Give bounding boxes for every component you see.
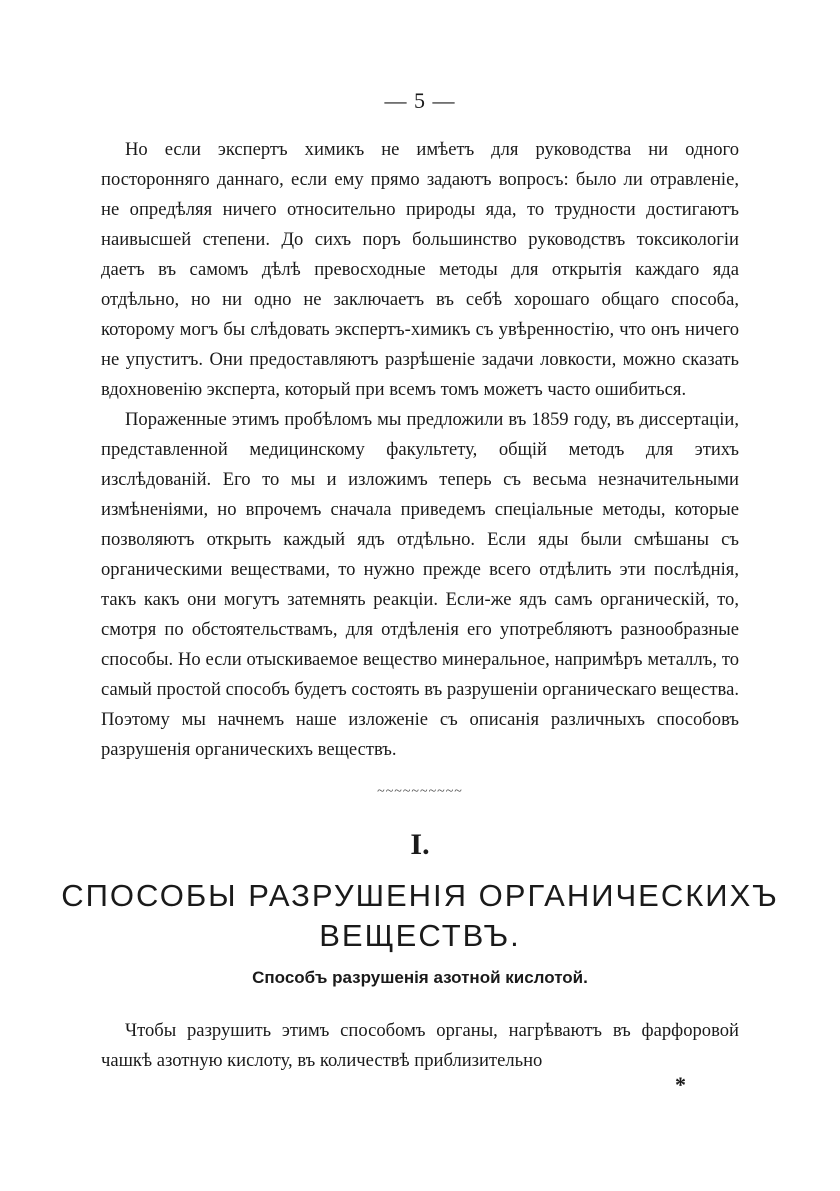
chapter-title: СПОСОБЫ РАЗРУШЕНІЯ ОРГАНИЧЕСКИХЪ ВЕЩЕСТВЪ. <box>61 878 779 953</box>
paragraph-2: Пораженные этимъ пробѣломъ мы предложили въ 1859 году, въ диссертаціи, представленной медицинскому факультету, общій методъ для этихъ изслѣдованій. Его то мы и изложимъ теперь съ весьма незначительными измѣненіями, но впрочемъ сначала приведемъ спеціальные методы, которые позволяютъ открыть каждый ядъ отдѣльно. Если яды были смѣшаны съ органическими веществами, то нужно прежде всего отдѣлить эти послѣднія, такъ какъ они могутъ затемнять реакціи. Если-же ядъ самъ органическій, то, смотря по обстоятельствамъ, для отдѣленія его употребляютъ разнообразные способы. Но если отыскиваемое вещество минеральное, напримѣръ металлъ, то самый простой способъ будетъ состоять въ разрушеніи органическаго вещества. Поэтому мы начнемъ наше изложеніе съ описанія различныхъ способовъ разрушенія органическихъ веществъ. <box>101 409 739 760</box>
ornament-divider: ~~~~~~~~~~ <box>377 784 463 799</box>
second-paragraph-block <box>101 405 739 765</box>
page-number: — 5 — <box>384 88 456 113</box>
signature-mark: * <box>675 1072 686 1097</box>
paragraph-3: Чтобы разрушить этимъ способомъ органы, нагрѣваютъ въ фарфоровой чашкѣ азотную кислоту, въ количествѣ приблизительно <box>101 1020 739 1071</box>
section-number: I. <box>410 828 430 861</box>
section-subheading: Способъ разрушенія азотной кислотой. <box>252 968 588 987</box>
third-paragraph-block <box>101 1016 739 1076</box>
paragraph-1: Но если экспертъ химикъ не имѣетъ для руководства ни одного посторонняго даннаго, если ему прямо задаютъ вопросъ: было ли отравленіе, не опредѣляя ничего относительно природы яда, то трудности достигаютъ наивысшей степени. До сихъ поръ большинство руководствъ токсикологіи даетъ въ самомъ дѣлѣ превосходные методы для открытія каждаго яда отдѣльно, но ни одно не заключаетъ въ себѣ хорошаго общаго способа, которому могъ бы слѣдовать экспертъ-химикъ съ увѣренностію, что онъ ничего не упуститъ. Они предоставляютъ разрѣшеніе задачи ловкости, можно сказать вдохновенію эксперта, который при всемъ томъ можетъ часто ошибиться. <box>101 139 739 400</box>
intro-paragraph-block <box>101 135 739 405</box>
